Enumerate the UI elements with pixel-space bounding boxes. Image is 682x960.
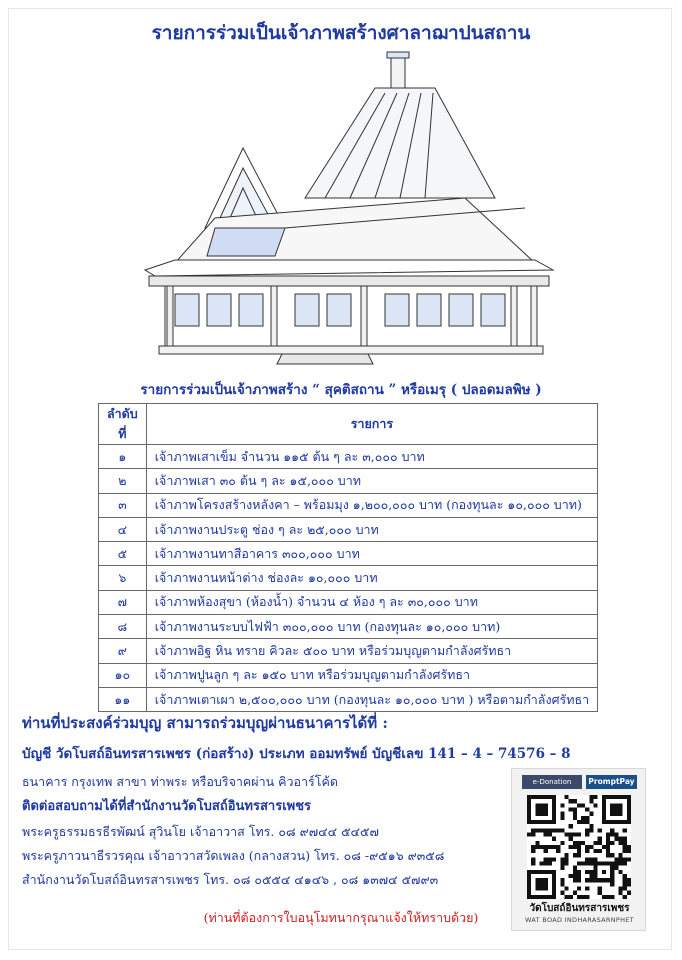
row-description: เจ้าภาพโครงสร้างหลังคา – พร้อมมุง ๑,๒๐๐,๐๐๐ บาท (กองทุนละ ๑๐,๐๐๐ บาท) <box>146 493 597 517</box>
row-description: เจ้าภาพห้องสุขา (ห้องน้ำ) จำนวน ๔ ห้อง ๆ ละ ๓๐,๐๐๐ บาท <box>146 590 597 614</box>
contact-heading: ติดต่อสอบถามได้ที่สำนักงานวัดโบสถ์อินทรสารเพชร <box>22 799 312 814</box>
row-number: ๑๑ <box>99 687 147 711</box>
table-row <box>99 590 598 614</box>
table-row <box>99 469 598 493</box>
e-donation-badge: e-Donation <box>522 775 582 789</box>
column-header-item: รายการ <box>146 404 597 445</box>
table-row <box>99 639 598 663</box>
sponsorship-table <box>98 403 598 712</box>
row-description: เจ้าภาพงานทาสีอาคาร ๓๐๐,๐๐๐ บาท <box>146 542 597 566</box>
pavilion-illustration <box>135 48 555 368</box>
row-description: เจ้าภาพงานระบบไฟฟ้า ๓๐๐,๐๐๐ บาท (กองทุนละ ๑๐,๐๐๐ บาท) <box>146 615 597 639</box>
qr-caption-thai: วัดโบสถ์อินทรสารเพชร <box>529 903 630 914</box>
table-row <box>99 493 598 517</box>
column-header-number: ลำดับที่ <box>99 404 147 445</box>
row-description: เจ้าภาพเตาเผา ๒,๕๐๐,๐๐๐ บาท (กองทุนละ ๑๐,๐๐๐ บาท ) หรือตามกำลังศรัทธา <box>146 687 597 711</box>
contact-line-abbot: พระครูธรรมธรธีรพัฒน์ สุวินโย เจ้าอาวาส โทร. ๐๘ ๙๗๔๔ ๕๔๕๗ <box>22 824 379 839</box>
table-row <box>99 566 598 590</box>
row-number: ๗ <box>99 590 147 614</box>
qr-caption-english: WAT BOAD INDHARASARNPHET <box>525 916 634 924</box>
contact-line-office: สำนักงานวัดโบสถ์อินทรสารเพชร โทร. ๐๘ ๐๕๕๔ ๔๑๔๖ , ๐๘ ๑๓๗๔ ๕๗๙๓ <box>22 872 439 887</box>
table-row <box>99 663 598 687</box>
bank-account-line: บัญชี วัดโบสถ์อินทรสารเพชร (ก่อสร้าง) ประเภท ออมทรัพย์ บัญชีเลข 141 – 4 – 74576 – 8 <box>22 746 571 762</box>
row-number: ๓ <box>99 493 147 517</box>
table-row <box>99 517 598 541</box>
row-number: ๑ <box>99 445 147 469</box>
row-number: ๔ <box>99 517 147 541</box>
payment-badges <box>522 775 637 789</box>
row-description: เจ้าภาพปูนลูก ๆ ละ ๑๕๐ บาท หรือร่วมบุญตามกำลังศรัทธา <box>146 663 597 687</box>
receipt-footnote: (ท่านที่ต้องการใบอนุโมทนากรุณาแจ้งให้ทราบด้วย) <box>203 910 479 925</box>
contact-line-abbot-2: พระครูภาวนาธีรวรคุณ เจ้าอาวาสวัดเพลง (กลางสวน) โทร. ๐๘ -๙๕๑๖ ๙๓๕๘ <box>22 848 445 863</box>
row-number: ๕ <box>99 542 147 566</box>
table-subtitle: รายการร่วมเป็นเจ้าภาพสร้าง “ สุคติสถาน ” หรือเมรุ ( ปลอดมลพิษ ) <box>140 382 542 398</box>
row-description: เจ้าภาพเสาเข็ม จำนวน ๑๑๕ ต้น ๆ ละ ๓,๐๐๐ บาท <box>146 445 597 469</box>
row-description: เจ้าภาพงานหน้าต่าง ช่องละ ๑๐,๐๐๐ บาท <box>146 566 597 590</box>
row-number: ๒ <box>99 469 147 493</box>
table-row <box>99 542 598 566</box>
table-row <box>99 687 598 711</box>
qr-card <box>511 768 646 931</box>
row-number: ๘ <box>99 615 147 639</box>
row-number: ๖ <box>99 566 147 590</box>
row-description: เจ้าภาพงานประตู ช่อง ๆ ละ ๒๕,๐๐๐ บาท <box>146 517 597 541</box>
bank-branch-line: ธนาคาร กรุงเทพ สาขา ท่าพระ หรือบริจาคผ่าน คิวอาร์โค้ด <box>22 774 338 789</box>
table-row <box>99 615 598 639</box>
promptpay-badge: PromptPay <box>586 775 637 789</box>
donation-heading: ท่านที่ประสงค์ร่วมบุญ สามารถร่วมบุญผ่านธนาคารได้ที่ : <box>22 714 388 732</box>
table-header-row <box>99 404 598 445</box>
row-description: เจ้าภาพอิฐ หิน ทราย คิวละ ๕๐๐ บาท หรือร่วมบุญตามกำลังศรัทธา <box>146 639 597 663</box>
page-title: รายการร่วมเป็นเจ้าภาพสร้างศาลาฌาปนสถาน <box>151 22 531 44</box>
row-number: ๑๐ <box>99 663 147 687</box>
row-description: เจ้าภาพเสา ๓๐ ต้น ๆ ละ ๑๕,๐๐๐ บาท <box>146 469 597 493</box>
qr-code-icon[interactable] <box>524 795 634 899</box>
table-row <box>99 445 598 469</box>
row-number: ๙ <box>99 639 147 663</box>
